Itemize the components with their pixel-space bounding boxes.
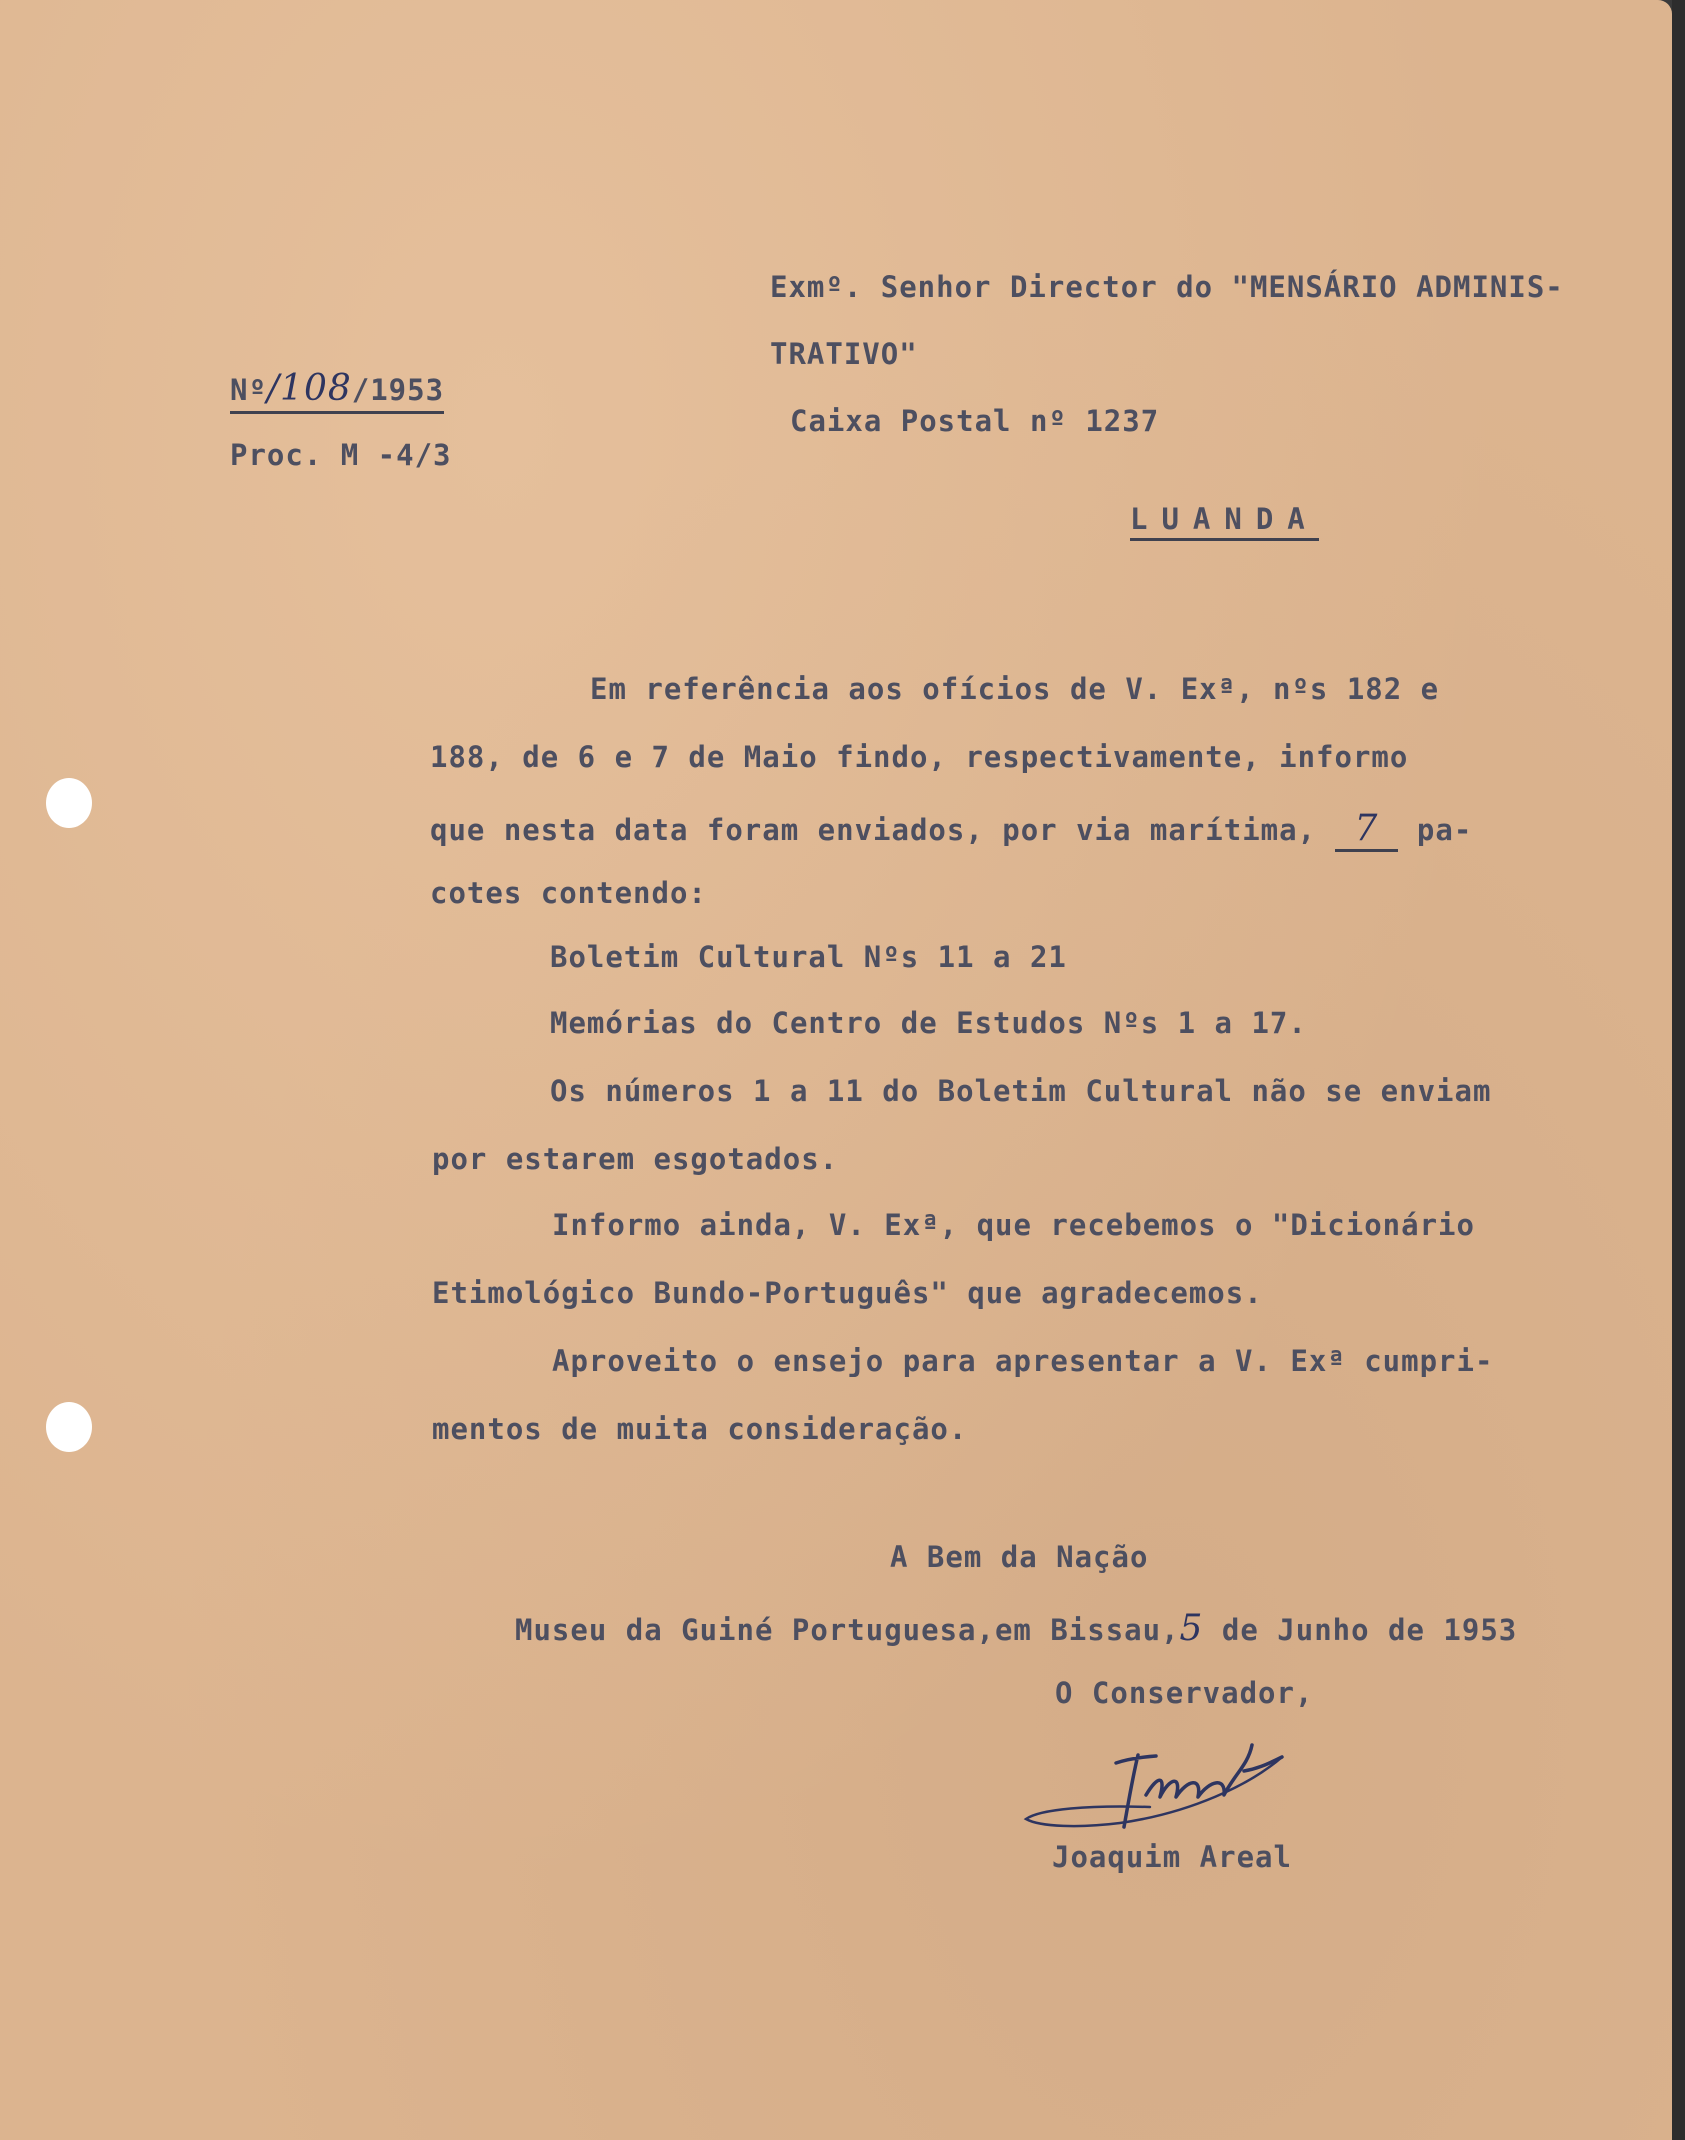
list-item: Memórias do Centro de Estudos Nºs 1 a 17. [550,1006,1307,1040]
body-line-3-end: pa- [1416,813,1473,847]
body-line-2: 188, de 6 e 7 de Maio findo, respectivamente, informo [430,740,1409,774]
signer-role: O Conservador, [1055,1676,1314,1710]
signature-icon [1020,1735,1340,1845]
body-line-10: mentos de muita consideração. [432,1412,968,1446]
recipient-line-1: Exmº. Senhor Director do "MENSÁRIO ADMINIS- [770,270,1564,304]
list-item: Boletim Cultural Nºs 11 a 21 [550,940,1067,974]
signer-name: Joaquim Areal [1052,1840,1292,1874]
body-line-8: Etimológico Bundo-Português" que agradecemos. [432,1276,1263,1310]
recipient-postal-box: Caixa Postal nº 1237 [790,404,1160,438]
punch-hole-icon [46,1402,92,1452]
closing-motto: A Bem da Nação [890,1540,1149,1574]
reference-number [230,368,444,414]
body-line-7: Informo ainda, V. Exª, que recebemos o "Dicionário [552,1208,1475,1242]
punch-hole-icon [46,778,92,828]
number-handwritten: /108 [266,368,352,409]
body-line-6: por estarem esgotados. [432,1142,839,1176]
place-and-date [515,1608,1517,1649]
packet-count-handwritten: 7 [1335,808,1399,852]
scan-border [1672,0,1685,2140]
body-line-4: cotes contendo: [430,876,707,910]
recipient-line-2: TRATIVO" [770,337,918,371]
date-day-handwritten: 5 [1179,1608,1204,1649]
place-and-date-text: Museu da Guiné Portuguesa,em Bissau, [515,1613,1180,1647]
body-line-3-text: que nesta data foram enviados, por via marítima, [430,813,1317,847]
recipient-city: LUANDA [1130,502,1319,541]
number-prefix: Nº [230,373,267,407]
body-line-9: Aproveito o ensejo para apresentar a V. Exª cumpri- [552,1344,1494,1378]
process-reference: Proc. M -4/3 [230,438,452,472]
place-and-date-end: de Junho de 1953 [1203,1613,1518,1647]
body-line-3 [430,808,1472,849]
body-line-5: Os números 1 a 11 do Boletim Cultural não se enviam [550,1074,1492,1108]
number-year: /1953 [351,373,445,407]
body-line-1: Em referência aos ofícios de V. Exª, nºs 182 e [590,672,1440,706]
